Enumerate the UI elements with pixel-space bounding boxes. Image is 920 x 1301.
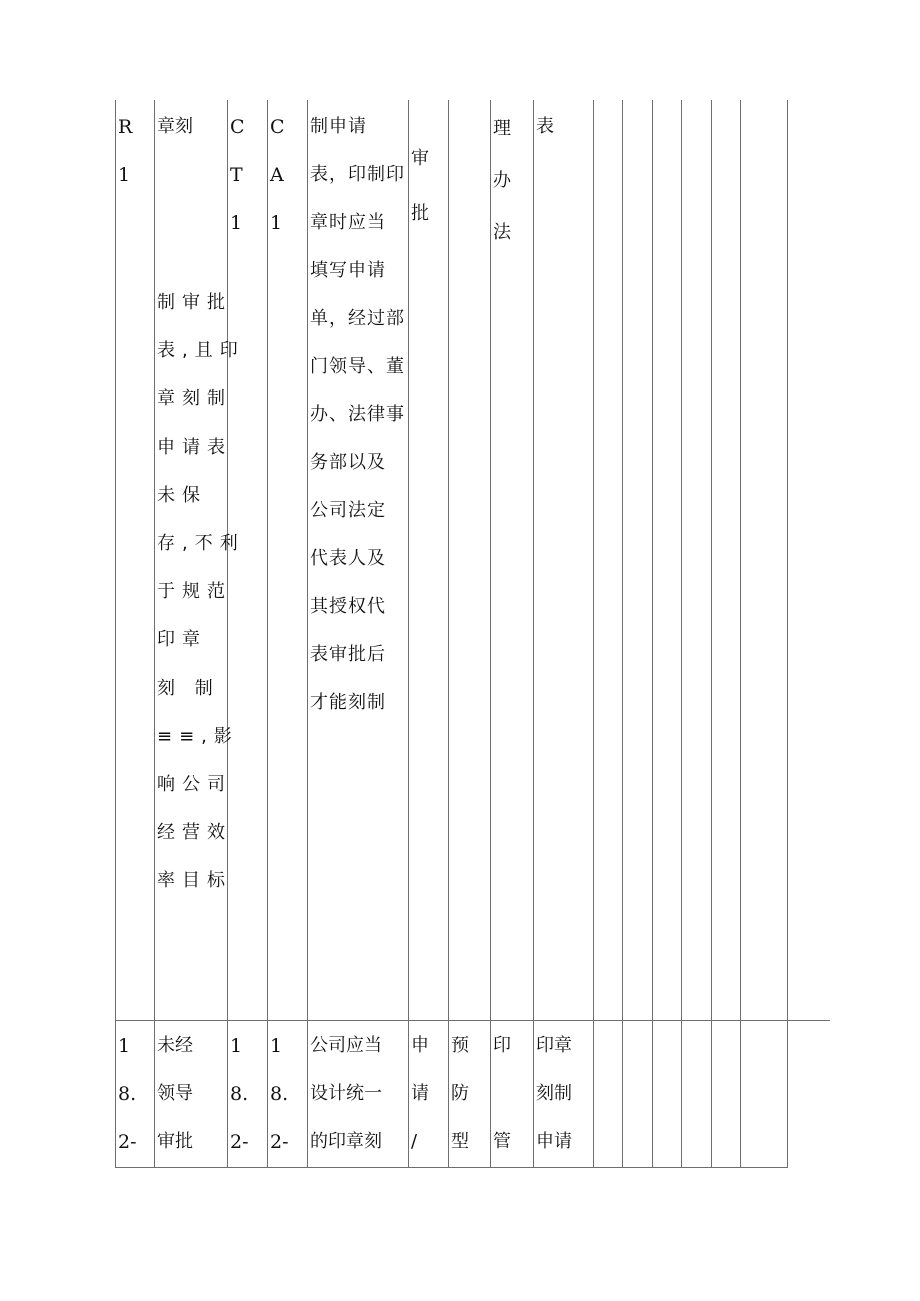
cell-line: 1 bbox=[270, 1035, 283, 1057]
control-target-cell bbox=[230, 1022, 249, 1166]
control-basis-cell bbox=[493, 103, 511, 259]
cell-line: 章时应当 bbox=[310, 212, 386, 233]
grid-line bbox=[448, 100, 449, 1168]
cell-line: 1 bbox=[118, 1035, 131, 1057]
cell-line: 印 bbox=[493, 1035, 511, 1056]
cell-line: 申请表 bbox=[157, 436, 232, 458]
cell-line: 办、法律事 bbox=[310, 404, 405, 425]
cell-line: 2- bbox=[118, 1131, 137, 1153]
cell-line: 型 bbox=[451, 1131, 469, 1152]
table-bottom-border bbox=[115, 1167, 788, 1168]
control-measure-cell bbox=[310, 1022, 382, 1166]
cell-line: 申请 bbox=[536, 1131, 572, 1152]
grid-line bbox=[267, 100, 268, 1168]
cell-line: 公司应当 bbox=[310, 1035, 382, 1056]
cell-line: 2- bbox=[270, 1131, 289, 1153]
cell-line: 的印章刻 bbox=[310, 1131, 382, 1152]
cell-line: / bbox=[411, 1131, 418, 1152]
cell-line: 表，印制印 bbox=[310, 164, 405, 185]
cell-line: 率目标 bbox=[157, 870, 232, 892]
cell-line: 审 bbox=[411, 148, 429, 169]
grid-line bbox=[740, 100, 741, 1168]
control-measure-cell bbox=[310, 103, 405, 727]
risk-description-cell bbox=[157, 1022, 193, 1166]
cell-line: 法 bbox=[493, 222, 511, 243]
control-document-cell bbox=[536, 1022, 572, 1166]
control-activity-cell bbox=[270, 103, 285, 247]
cell-line: 设计统一 bbox=[310, 1083, 382, 1104]
cell-line: 防 bbox=[451, 1083, 469, 1104]
cell-line: 经营效 bbox=[157, 822, 232, 844]
cell-line: 表审批后 bbox=[310, 644, 386, 665]
risk-title-cell bbox=[157, 103, 193, 151]
cell-line: 理 bbox=[493, 118, 511, 139]
cell-line: 1 bbox=[230, 212, 243, 234]
cell-line: 1 bbox=[270, 212, 283, 234]
cell-line: 刻制 bbox=[536, 1083, 572, 1104]
grid-line bbox=[307, 100, 308, 1168]
cell-line: 表,且印 bbox=[157, 340, 245, 362]
grid-line bbox=[681, 100, 682, 1168]
cell-line: 批 bbox=[411, 203, 429, 224]
cell-line: 响公司 bbox=[157, 774, 232, 796]
cell-line: 2- bbox=[230, 1131, 249, 1153]
cell-line: 填写申请 bbox=[310, 260, 386, 281]
cell-line: 8. bbox=[118, 1083, 137, 1105]
control-document-cell bbox=[536, 103, 554, 151]
cell-line: 印章 bbox=[536, 1035, 572, 1056]
cell-line: 章刻 bbox=[157, 116, 193, 137]
cell-line: 公司法定 bbox=[310, 500, 386, 521]
cell-line: C bbox=[270, 116, 285, 138]
cell-line: 1 bbox=[118, 164, 131, 186]
cell-line: 未保 bbox=[157, 484, 207, 506]
cell-line: ≡≡,影 bbox=[157, 725, 239, 747]
cell-line: 制审批 bbox=[157, 292, 232, 313]
cell-line: R bbox=[118, 116, 133, 138]
cell-line: 印章 bbox=[157, 629, 207, 651]
grid-line bbox=[154, 100, 155, 1168]
grid-line bbox=[711, 100, 712, 1168]
cell-line: 管 bbox=[493, 1131, 511, 1152]
grid-line bbox=[408, 100, 409, 1168]
cell-line: 务部以及 bbox=[310, 452, 386, 473]
cell-line: 制申请 bbox=[310, 116, 367, 137]
cell-line: 8. bbox=[230, 1083, 249, 1105]
cell-line bbox=[493, 1070, 511, 1118]
grid-line bbox=[622, 100, 623, 1168]
cell-line: 才能刻制 bbox=[310, 692, 386, 713]
cell-line: 刻 制 bbox=[157, 677, 220, 699]
grid-line bbox=[533, 100, 534, 1168]
cell-line: 代表人及 bbox=[310, 548, 386, 569]
cell-line: 1 bbox=[230, 1035, 243, 1057]
cell-line: 门领导、董 bbox=[310, 356, 405, 377]
cell-line: A bbox=[270, 164, 284, 186]
cell-line: 预 bbox=[451, 1035, 469, 1056]
grid-line bbox=[593, 100, 594, 1168]
cell-line: 单，经过部 bbox=[310, 308, 405, 329]
cell-line: T bbox=[230, 164, 243, 186]
cell-line: 8. bbox=[270, 1083, 289, 1105]
grid-line bbox=[652, 100, 653, 1168]
control-target-cell bbox=[230, 103, 245, 247]
cell-line: 未经 bbox=[157, 1035, 193, 1056]
cell-line: 存,不利 bbox=[157, 533, 245, 555]
cell-line: 其授权代 bbox=[310, 596, 386, 617]
control-method-cell bbox=[411, 131, 429, 241]
control-activity-cell bbox=[270, 1022, 289, 1166]
grid-line bbox=[115, 100, 116, 1168]
cell-line: 表 bbox=[536, 116, 554, 137]
grid-line bbox=[490, 100, 491, 1168]
control-method-cell bbox=[411, 1022, 429, 1166]
cell-line: 申 bbox=[411, 1035, 429, 1056]
risk-id-cell bbox=[118, 1022, 137, 1166]
grid-line bbox=[787, 100, 788, 1168]
cell-line: 章刻制 bbox=[157, 388, 232, 410]
cell-line: 办 bbox=[493, 170, 511, 191]
cell-line: C bbox=[230, 116, 245, 138]
cell-line: 审批 bbox=[157, 1131, 193, 1152]
cell-line: 请 bbox=[411, 1083, 429, 1104]
control-basis-cell bbox=[493, 1022, 511, 1166]
cell-line: 于规范 bbox=[157, 581, 232, 603]
cell-line: 领导 bbox=[157, 1083, 193, 1104]
risk-id-cell bbox=[118, 103, 132, 199]
control-type-cell bbox=[451, 1022, 469, 1166]
row-divider bbox=[115, 1020, 830, 1021]
risk-description-cell bbox=[157, 279, 245, 906]
